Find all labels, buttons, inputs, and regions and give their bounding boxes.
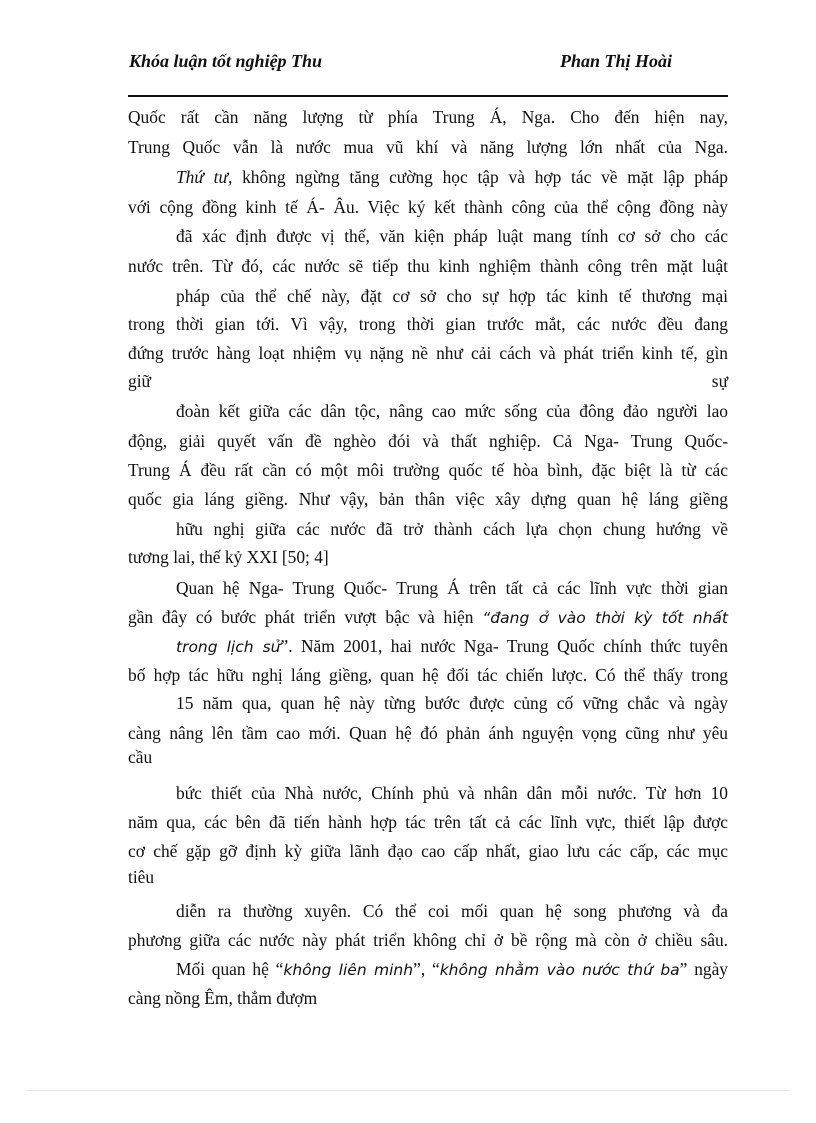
text-line: bức thiết của Nhà nước, Chính phủ và nhân dân mỗi nước. Từ hơn 10 [176,783,728,803]
text-line: gần đây có bước phát triển vượt bậc và hiện “đang ở vào thời kỳ tốt nhất [128,607,728,627]
text-line: tiêu [128,867,155,887]
text-line: nước trên. Từ đó, các nước sẽ tiếp thu kinh nghiệm thành công trên mặt luật [128,256,728,276]
text-line: năm qua, các bên đã tiến hành hợp tác trên tất cả các lĩnh vực, thiết lập được [128,812,728,832]
text-line: diễn ra thường xuyên. Có thể coi mối quan hệ song phương và đa [176,901,728,921]
text-line: hữu nghị giữa các nước đã trở thành cách lựa chọn chung hướng về [176,519,728,539]
text-line: đoàn kết giữa các dân tộc, nâng cao mức sống của đông đảo người lao [176,401,728,421]
text-line: cầu [128,747,153,767]
text-line: Quan hệ Nga- Trung Quốc- Trung Á trên tất cả các lĩnh vực thời gian [176,578,728,598]
text-line: Trung Quốc vẫn là nước mua vũ khí và năng lượng lớn nhất của Nga. [128,137,728,157]
text-line: tương lai, thế kỷ XXI [50; 4] [128,547,329,567]
text-line: càng nâng lên tầm cao mới. Quan hệ đó phản ánh nguyện vọng cũng như yêu [128,723,728,743]
text-line: quốc gia láng giềng. Như vậy, bản thân việc xây dựng quan hệ láng giềng [128,489,728,509]
text-line: trong lịch sử”. Năm 2001, hai nước Nga- Trung Quốc chính thức tuyên [176,636,729,656]
text-line: càng nồng Êm, thắm đượm [128,988,318,1008]
text-line: phương giữa các nước này phát triển không chỉ ở bề rộng mà còn ở chiều sâu. [128,930,728,950]
text-line: cơ chế gặp gỡ định kỳ giữa lãnh đạo cao cấp nhất, giao lưu các cấp, các mục [128,841,728,861]
text-line: đã xác định được vị thế, văn kiện pháp luật mang tính cơ sở cho các [176,226,728,246]
header-title: Khóa luận tốt nghiệp Thu [129,51,323,71]
text-line: Mối quan hệ “không liên minh”, “không nhằm vào nước thứ ba” ngày [176,959,728,979]
text-line: đứng trước hàng loạt nhiệm vụ nặng nề như cải cách và phát triển kinh tế, gìn [128,343,728,363]
quote-italic: không liên minh [283,961,414,979]
text-line: trong thời gian tới. Vì vậy, trong thời gian trước mắt, các nước đều đang [128,314,728,334]
text-line: bố hợp tác hữu nghị láng giềng, quan hệ đối tác chiến lược. Có thể thấy trong [128,665,728,685]
text-line: với cộng đồng kinh tế Á- Âu. Việc ký kết thành công của thể cộng đồng này [128,197,728,217]
header-rule [128,95,728,97]
text-line: giữ sự [128,371,728,391]
page-bottom-rule [26,1090,790,1091]
text-line: 15 năm qua, quan hệ này từng bước được củng cố vững chắc và ngày [176,693,728,713]
text-line: Trung Á đều rất cần có một môi trường quốc tế hòa bình, đặc biệt là từ các [128,460,728,480]
text-line: pháp của thể chế này, đặt cơ sở cho sự hợp tác kinh tế thương mại [176,286,728,306]
header-author: Phan Thị Hoài [560,51,673,71]
text-line: Quốc rất cần năng lượng từ phía Trung Á, Nga. Cho đến hiện nay, [128,107,728,127]
text-line: Thứ tư, không ngừng tăng cường học tập và hợp tác về mặt lập pháp [176,167,728,187]
text-line: động, giải quyết vấn đề nghèo đói và thất nghiệp. Cả Nga- Trung Quốc- [128,431,728,451]
quote-italic: “đang ở vào thời kỳ tốt nhất [482,609,728,627]
emphasis-lead: Thứ tư, [176,167,233,187]
quote-italic: không nhằm vào nước thứ ba [439,961,680,979]
quote-italic: trong lịch sử [176,638,281,656]
